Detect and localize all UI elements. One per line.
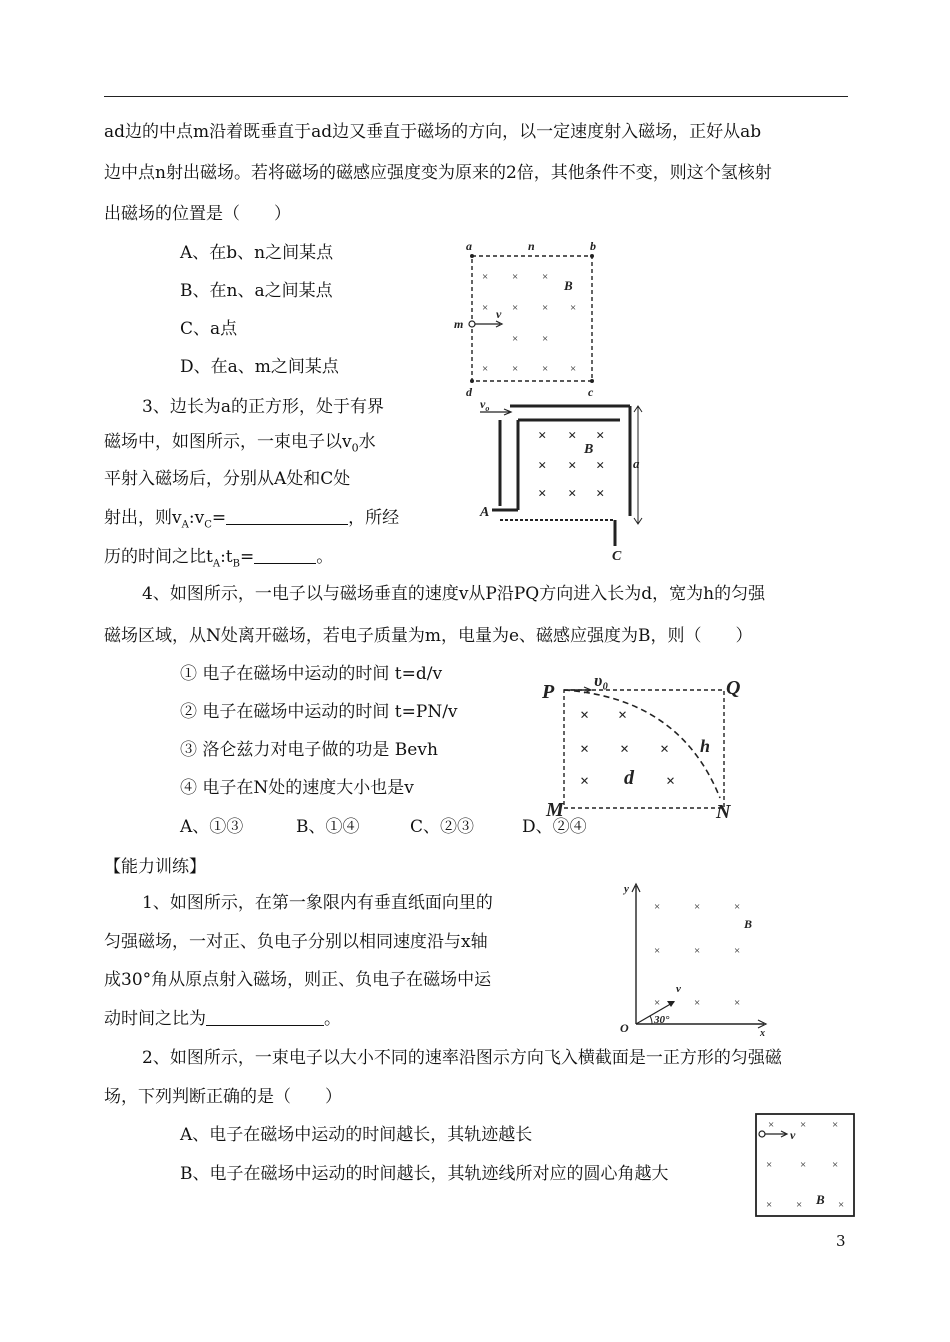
field-mark: ×: [512, 333, 519, 345]
q3-line-3: 平射入磁场后，分别从A处和C处: [104, 469, 351, 489]
t1-figure: [612, 878, 772, 1039]
t2-line-2: 场，下列判断正确的是（ ）: [104, 1087, 342, 1107]
field-mark: ×: [512, 302, 519, 314]
fig-label-m: m: [454, 317, 464, 331]
field-mark: ×: [596, 458, 605, 474]
q3-line-2: 磁场中，如图所示，一束电子以$v_0$水: [104, 432, 376, 455]
fig-label-n: n: [528, 239, 535, 253]
field-mark: ×: [542, 363, 549, 375]
field-mark: ×: [568, 486, 577, 502]
q4-statement-2: ② 电子在磁场中运动的时间 t=PN/v: [180, 702, 458, 722]
q4-statement-1: ① 电子在磁场中运动的时间 t=d/v: [180, 664, 443, 684]
t2-option-b: B、电子在磁场中运动的时间越长，其轨迹线所对应的圆心角越大: [180, 1164, 669, 1184]
field-mark: ×: [538, 458, 547, 474]
q3-figure: [470, 398, 650, 568]
field-mark: ×: [570, 302, 577, 314]
fig-label-B: B: [816, 1192, 825, 1207]
section-heading: 【能力训练】: [104, 857, 206, 877]
fig-label-y: y: [624, 883, 629, 895]
field-mark: ×: [800, 1159, 807, 1171]
field-mark: ×: [766, 1199, 773, 1211]
field-mark: ×: [512, 363, 519, 375]
field-mark: ×: [568, 458, 577, 474]
q4-figure: [540, 668, 750, 823]
page-number: 3: [836, 1232, 846, 1250]
fig-label-angle: 30°: [654, 1014, 670, 1026]
fig-label-P: P: [542, 681, 555, 703]
field-mark: ×: [482, 363, 489, 375]
fig-label-a: a: [633, 456, 640, 471]
q4-line-2: 磁场区域，从N处离开磁场，若电子质量为m，电量为e、磁感应强度为B，则（ ）: [104, 626, 753, 646]
field-mark: ×: [618, 707, 628, 724]
fig-label-B: B: [564, 278, 573, 293]
q4-statement-4: ④ 电子在N处的速度大小也是v: [180, 778, 414, 798]
t2-option-a: A、电子在磁场中运动的时间越长，其轨迹越长: [180, 1125, 533, 1145]
fig-label-O: O: [620, 1021, 629, 1035]
fig-label-B: B: [744, 917, 753, 931]
field-mark: ×: [734, 997, 741, 1009]
fig-label-d: d: [624, 767, 634, 789]
q2-figure: [440, 240, 610, 400]
t1-line-2: 匀强磁场，一对正、负电子分别以相同速度沿与x轴: [104, 932, 488, 952]
fig-label-A: A: [480, 505, 490, 520]
field-mark: ×: [694, 945, 701, 957]
field-mark: ×: [734, 945, 741, 957]
q3-line-4: 射出，则$v_A:v_C=$ ，所经: [104, 508, 400, 531]
fig-label-N: N: [716, 801, 731, 823]
t2-line-1: 2、如图所示，一束电子以大小不同的速率沿图示方向飞入横截面是一正方形的匀强磁: [142, 1048, 782, 1068]
fig-label-x: x: [760, 1028, 765, 1039]
q4-line-1: 4、如图所示，一电子以与磁场垂直的速度v从P沿PQ方向进入长为d，宽为h的匀强: [142, 584, 766, 604]
field-mark: ×: [596, 486, 605, 502]
t1-line-1: 1、如图所示，在第一象限内有垂直纸面向里的: [142, 893, 493, 913]
fig-label-a: a: [466, 239, 472, 253]
field-mark: ×: [660, 741, 670, 758]
q2-option-d: D、在a、m之间某点: [180, 357, 339, 377]
field-mark: ×: [654, 997, 661, 1009]
field-mark: ×: [734, 901, 741, 913]
q2-option-a: A、在b、n之间某点: [180, 243, 334, 263]
field-mark: ×: [568, 428, 577, 444]
fig-label-C: C: [612, 549, 622, 564]
fig-label-v: v: [676, 983, 681, 995]
field-mark: ×: [542, 333, 549, 345]
q2-option-b: B、在n、a之间某点: [180, 281, 333, 301]
t1-line-3: 成30°角从原点射入磁场，则正、负电子在磁场中运: [104, 970, 492, 990]
field-mark: ×: [580, 707, 590, 724]
field-mark: ×: [766, 1159, 773, 1171]
field-mark: ×: [580, 741, 590, 758]
q4-option-c: C、②③: [410, 817, 475, 837]
field-mark: ×: [654, 945, 661, 957]
t1-line-4: 动时间之比为 。: [104, 1009, 341, 1029]
field-mark: ×: [694, 901, 701, 913]
field-mark: ×: [800, 1119, 807, 1131]
field-mark: ×: [542, 271, 549, 283]
field-mark: ×: [538, 486, 547, 502]
fig-label-Q: Q: [726, 677, 741, 699]
fig-label-d: d: [466, 385, 472, 399]
q2-line-3: 出磁场的位置是（ ）: [104, 204, 291, 224]
fig-label-v: v: [496, 307, 502, 321]
fig-label-v: v: [790, 1128, 796, 1142]
header-rule: [104, 96, 848, 97]
fig-label-b: b: [590, 239, 596, 253]
field-mark: ×: [538, 428, 547, 444]
q2-line-1: ad边的中点m沿着既垂直于ad边又垂直于磁场的方向，以一定速度射入磁场，正好从ab: [104, 122, 762, 142]
fig-label-M: M: [546, 799, 564, 821]
q3-line-1: 3、边长为a的正方形，处于有界: [142, 397, 384, 417]
q4-option-a: A、①③: [180, 817, 244, 837]
field-mark: ×: [512, 271, 519, 283]
field-mark: ×: [482, 271, 489, 283]
field-mark: ×: [832, 1119, 839, 1131]
field-mark: ×: [666, 773, 676, 790]
field-mark: ×: [838, 1199, 845, 1211]
answer-blank[interactable]: [226, 508, 348, 525]
field-mark: ×: [832, 1159, 839, 1171]
q3-line-5: 历的时间之比$t_A:t_B=$ 。: [104, 547, 334, 570]
field-mark: ×: [654, 901, 661, 913]
answer-blank[interactable]: [206, 1009, 324, 1026]
field-mark: ×: [596, 428, 605, 444]
field-mark: ×: [768, 1119, 775, 1131]
field-mark: ×: [694, 997, 701, 1009]
field-mark: ×: [542, 302, 549, 314]
field-mark: ×: [580, 773, 590, 790]
field-mark: ×: [796, 1199, 803, 1211]
field-mark: ×: [570, 363, 577, 375]
fig-label-h: h: [700, 736, 711, 756]
fig-label-v0: $v_o$: [480, 397, 490, 413]
q4-option-b: B、①④: [296, 817, 360, 837]
q2-line-2: 边中点n射出磁场。若将磁场的磁感应强度变为原来的2倍，其他条件不变，则这个氢核射: [104, 163, 772, 183]
t2-figure: [752, 1112, 862, 1222]
fig-label-v0: υ₀: [594, 671, 609, 690]
q4-option-d: D、②④: [522, 817, 587, 837]
fig-label-c: c: [588, 385, 594, 399]
fig-label-B: B: [584, 442, 594, 457]
q2-option-c: C、a点: [180, 319, 238, 339]
answer-blank[interactable]: [254, 547, 316, 564]
field-mark: ×: [620, 741, 630, 758]
field-mark: ×: [482, 302, 489, 314]
q4-statement-3: ③ 洛仑兹力对电子做的功是 Bevh: [180, 740, 438, 760]
